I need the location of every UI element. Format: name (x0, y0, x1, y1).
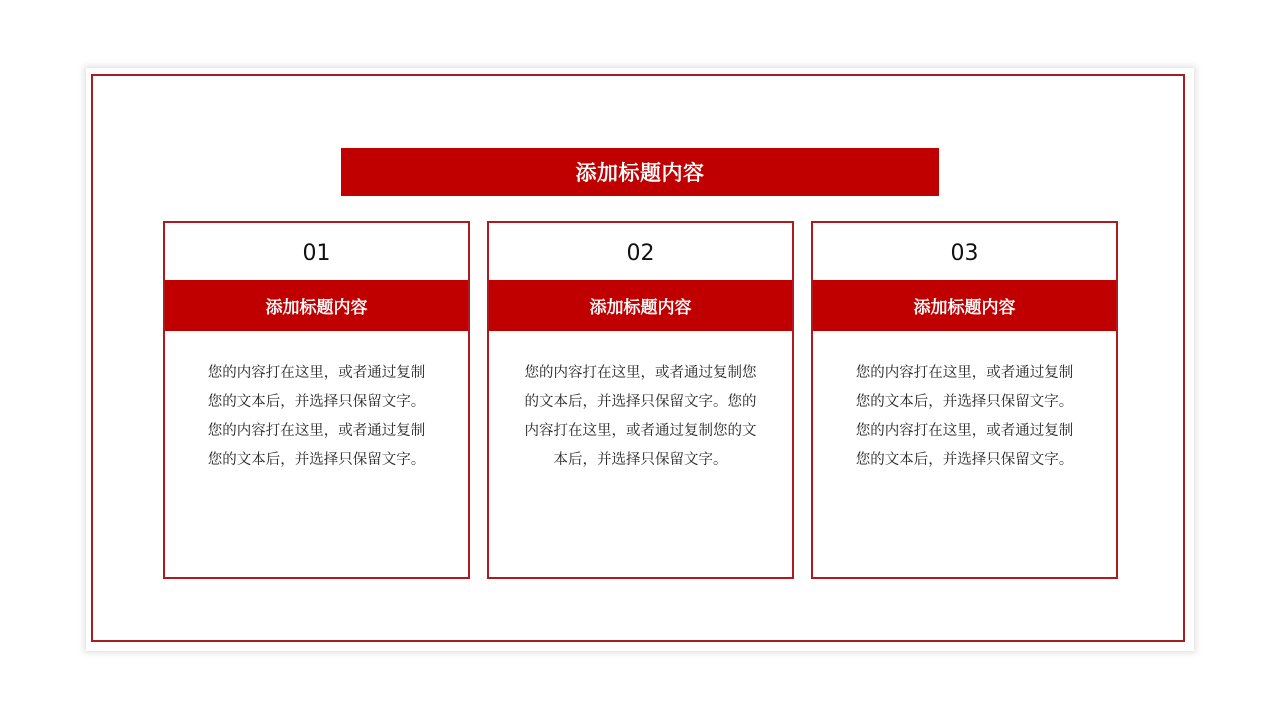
slide-title: 添加标题内容 (575, 161, 705, 185)
slide-title-bar[interactable] (341, 148, 939, 196)
card-body-text: 您的内容打在这里，或者通过复制您的文本后，并选择只保留文字。您的内容打在这里，或者通过复制您的文本后，并选择只保留文字。 (207, 365, 426, 468)
card-number: 03 (950, 241, 979, 266)
card-heading: 添加标题内容 (489, 280, 792, 331)
card-body-text: 您的内容打在这里，或者通过复制您的文本后，并选择只保留文字。您的内容打在这里，或者通过复制您的文本后，并选择只保留文字。 (855, 365, 1074, 468)
card-body-text: 您的内容打在这里，或者通过复制您的文本后，并选择只保留文字。您的内容打在这里，或者通过复制您的文本后，并选择只保留文字。 (524, 365, 757, 468)
slide (86, 68, 1194, 651)
content-card-3[interactable] (811, 221, 1118, 579)
content-card-2[interactable] (487, 221, 794, 579)
content-card-1[interactable] (163, 221, 470, 579)
card-heading: 添加标题内容 (813, 280, 1116, 331)
card-heading: 添加标题内容 (165, 280, 468, 331)
card-number: 01 (302, 241, 331, 266)
card-number: 02 (626, 241, 655, 266)
